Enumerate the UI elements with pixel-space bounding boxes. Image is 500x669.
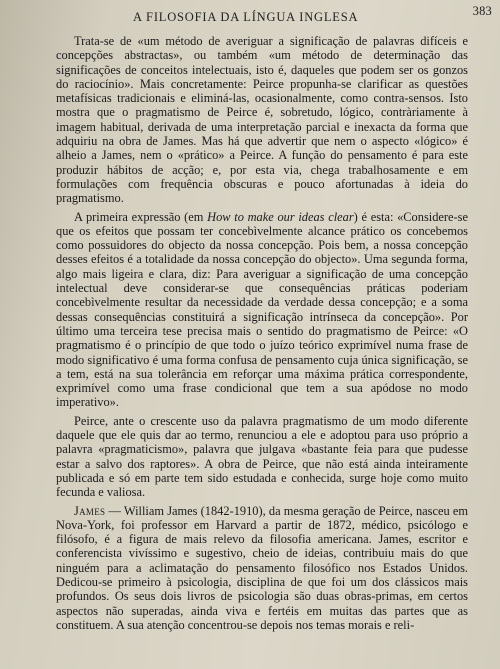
paragraph-1: Trata-se de «um método de averiguar a significação de palavras difíceis e concepções abstractas», ou também «um método de determinação das significações de conceitos intelectuais, isto é, daqueles que podem ser os gonzos do raciocínio». Mais concretamente: Peirce propunha-se clarificar as questões metafísicas tradicionais e eliminá-las, ocasionalmente, como contra-sensos. Isto mostra que o pragmatismo de Peirce é, sobretudo, lógico, contràriamente à imagem habitual, derivada de uma interpretação parcial e inexacta da forma que adquiriu na obra de James. Mas há que advertir que nem o aspecto «lógico» é alheio a James, nem o «prático» a Peirce. A função do pensamento é para este produzir hábitos de acção; e, por esta via, chega trabalhosamente e em formulações com frequência obscuras e pouco afortunadas à ideia do pragmatismo. <box>56 34 468 206</box>
page-number: 383 <box>472 4 492 18</box>
paragraph-3: Peirce, ante o crescente uso da palavra pragmatismo de um modo diferente daquele que ele quis dar ao termo, renunciou a ele e adoptou para uso próprio a palavra «pragmaticismo», palavra que julgava «bastante feia para que pudesse estar a salvo dos raptores». A obra de Peirce, que não está ainda inteiramente publicada e só em parte tem sido estudada e conhecida, surge hoje como muito fecunda e valiosa. <box>56 413 468 500</box>
paragraph-2 <box>56 210 468 410</box>
running-head <box>58 4 492 24</box>
paragraph-4-lead: James <box>74 503 106 518</box>
running-title: A FILOSOFIA DA LÍNGUA INGLESA <box>133 10 359 24</box>
paragraph-2-start: A primeira expressão (em <box>74 209 208 224</box>
body-text <box>56 34 468 636</box>
paragraph-2-title: How to make our ideas clear <box>207 209 354 224</box>
paragraph-4 <box>56 504 468 633</box>
paragraph-2-rest: ) é esta: «Considere-se que os efeitos que possam ter concebìvelmente alcance prático os concebemos como possuidores do objecto da nossa concepção. Pois bem, a nossa concepção desses efeitos é a totalidade da nossa concepção do objecto». Uma segunda forma, algo mais ligeira e clara, diz: Para averiguar a significação de uma concepção intelectual deve considerar-se que consequências práticas poderiam concebìvelmente resultar da necessidade da verdade dessa concepção; e a soma dessas consequências constituirá a significação intrínseca da concepção». Por último uma terceira tese precisa mais o sentido do pragmatismo de Peirce: «O pragmatismo é o princípio de que todo o juízo teórico exprimível numa frase de modo significativo é uma forma confusa de pensamento cuja única significação, se a tem, está na sua tolerância em reforçar uma máxima prática correspondente, exprimível como uma frase condicional que tem a sua apódose no modo imperativo». <box>56 209 468 410</box>
paragraph-4-text: — William James (1842-1910), da mesma geração de Peirce, nasceu em Nova-York, foi professor em Harvard a partir de 1872, médico, psicólogo e filósofo, é a figura de mais relevo da filosofia americana. James, escritor e conferencista vivíssimo e sugestivo, cheio de ideias, contribuiu mais do que ninguém para a aclimatação do pensamento filosófico nos Estados Unidos. Dedicou-se primeiro à psicologia, disciplina de que foi um dos clássicos mais profundos. Os seus dois livros de psicologia são duas obras-primas, em certos aspectos não superadas, ainda viva e fertéis em muitas das partes que as constituem. A sua atenção concentrou-se depois nos temas morais e reli- <box>56 503 468 632</box>
